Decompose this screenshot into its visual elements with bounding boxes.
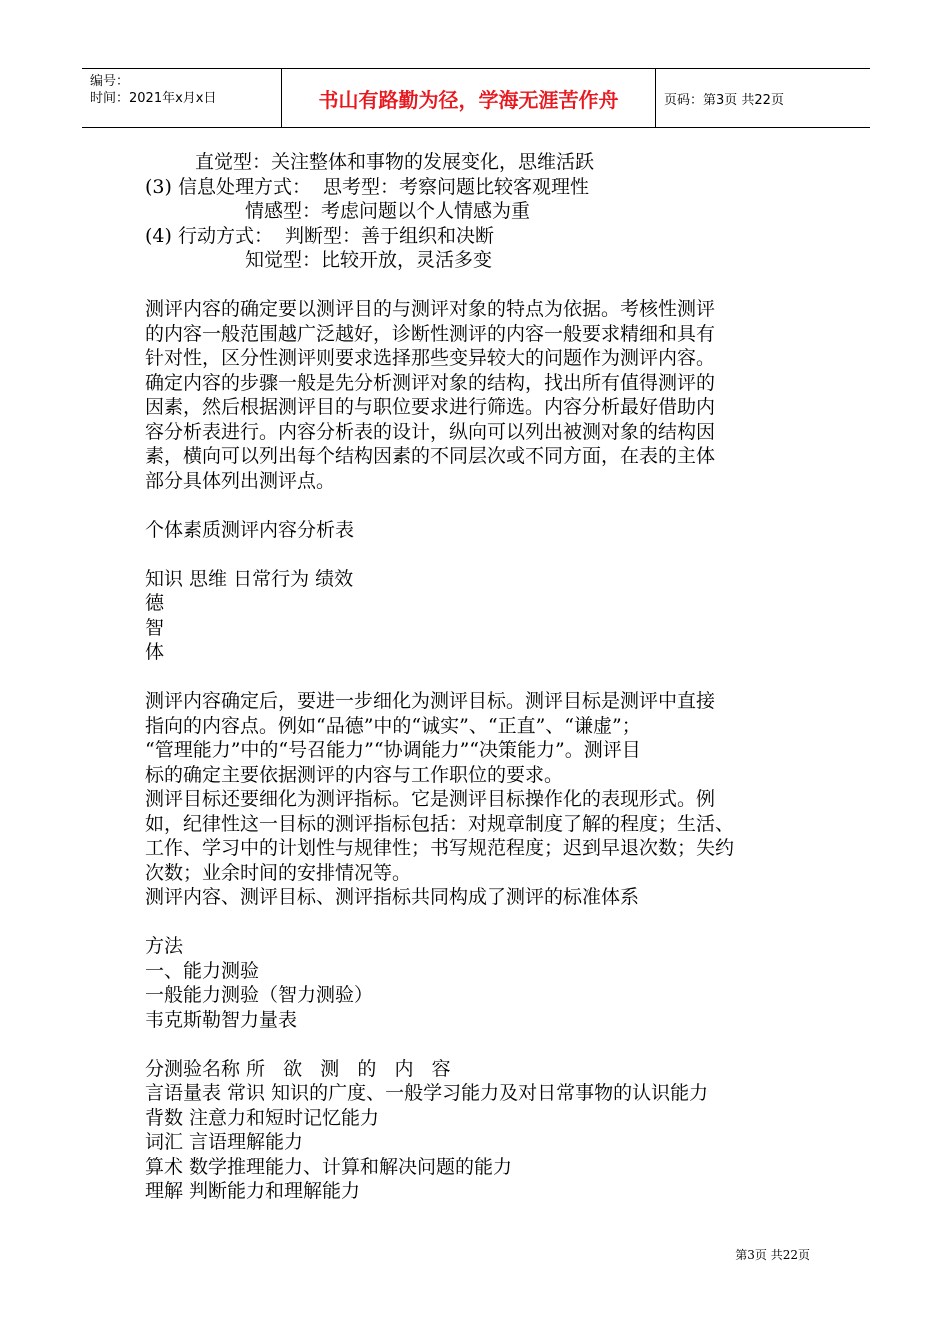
header-time: 时间：2021年x月x日 — [90, 91, 217, 106]
section-heading: 方法 — [145, 935, 184, 957]
paragraph-line: 测评目标还要细化为测评指标。它是测评目标操作化的表现形式。例 — [145, 788, 716, 810]
paragraph-line: 的内容一般范围越广泛越好，诊断性测评的内容一般要求精细和具有 — [145, 322, 716, 345]
subtest-row: 言语量表 常识 知识的广度、一般学习能力及对日常事物的认识能力 — [145, 1082, 709, 1104]
paragraph-line: 次数；业余时间的安排情况等。 — [145, 861, 412, 884]
text-line: 情感型：考虑问题以个人情感为重 — [245, 200, 531, 222]
section-heading: 一、能力测验 — [145, 959, 260, 982]
table-line: 智 — [145, 616, 165, 639]
subtest-row: 理解 判断能力和理解能力 — [145, 1180, 361, 1202]
subtest-row: 背数 注意力和短时记忆能力 — [145, 1106, 380, 1129]
paragraph-line: 标的确定主要依据测评的内容与工作职位的要求。 — [145, 763, 564, 786]
subtest-row: 词汇 言语理解能力 — [145, 1131, 304, 1153]
paragraph-line: 针对性，区分性测评则要求选择那些变异较大的问题作为测评内容。 — [145, 347, 716, 369]
header-meta — [82, 69, 282, 127]
table-line: 知识 思维 日常行为 绩效 — [145, 567, 354, 590]
text-line: (4) 行动方式： 判断型：善于组织和决断 — [145, 224, 495, 247]
page-header — [82, 68, 870, 128]
table-title: 个体素质测评内容分析表 — [145, 518, 355, 541]
page-footer: 第3页 共22页 — [735, 1248, 810, 1262]
text-line: 一般能力测验（智力测验） — [145, 984, 374, 1006]
paragraph-line: 容分析表进行。内容分析表的设计，纵向可以列出被测对象的结构因 — [145, 420, 716, 443]
text-line: 韦克斯勒智力量表 — [145, 1008, 298, 1031]
subtest-row: 算术 数学推理能力、计算和解决问题的能力 — [145, 1155, 513, 1178]
paragraph-line: 测评内容、测评目标、测评指标共同构成了测评的标准体系 — [145, 886, 640, 908]
paragraph-line: 素，横向可以列出每个结构因素的不同层次或不同方面，在表的主体 — [145, 445, 716, 467]
table-line: 德 — [145, 592, 165, 614]
subtest-header: 分测验名称 所 欲 测 的 内 容 — [145, 1057, 451, 1080]
text-line: 直觉型：关注整体和事物的发展变化，思维活跃 — [195, 151, 595, 173]
text-line: 知觉型：比较开放，灵活多变 — [245, 249, 493, 271]
paragraph-line: 如，纪律性这一目标的测评指标包括：对规章制度了解的程度；生活、 — [145, 812, 735, 835]
text-line: (3) 信息处理方式： 思考型：考察问题比较客观理性 — [145, 175, 590, 198]
paragraph-line: “管理能力”中的“号召能力”“协调能力”“决策能力”。测评目 — [145, 739, 641, 761]
table-line: 体 — [145, 641, 165, 663]
paragraph-line: 指向的内容点。例如“品德”中的“诚实”、“正直”、“谦虚”； — [145, 714, 641, 737]
header-number: 编号： — [90, 74, 130, 89]
paragraph-line: 因素，然后根据测评目的与职位要求进行筛选。内容分析最好借助内 — [145, 396, 716, 418]
paragraph-line: 测评内容确定后，要进一步细化为测评目标。测评目标是测评中直接 — [145, 690, 716, 712]
paragraph-line: 确定内容的步骤一般是先分析测评对象的结构，找出所有值得测评的 — [145, 371, 716, 394]
header-motto: 书山有路勤为径，学海无涯苦作舟 — [282, 69, 656, 127]
document-body — [145, 150, 810, 1204]
header-page-number: 页码：第3页 共22页 — [664, 92, 784, 108]
paragraph-line: 部分具体列出测评点。 — [145, 469, 336, 492]
paragraph-line: 测评内容的确定要以测评目的与测评对象的特点为依据。考核性测评 — [145, 298, 716, 320]
paragraph-line: 工作、学习中的计划性与规律性；书写规范程度；迟到早退次数；失约 — [145, 837, 735, 859]
